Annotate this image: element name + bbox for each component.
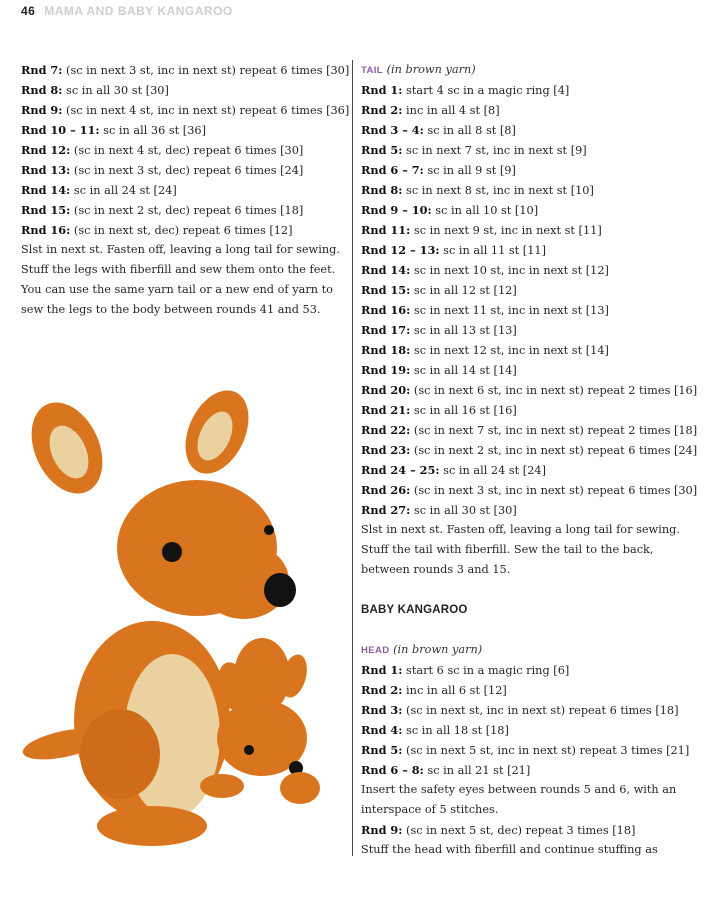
round-label: Rnd 5: [361, 143, 403, 157]
instruction-text: sc in all 24 st [24] [439, 464, 546, 477]
instruction-text: sc in next 12 st, inc in next st [14] [410, 344, 609, 357]
section-note: (in brown yarn) [389, 643, 483, 656]
round-label: Rnd 24 – 25: [361, 463, 440, 477]
instruction-text: Slst in next st. Fasten off, leaving a long tail for sewing. [361, 523, 680, 536]
instruction-text: sc in all 21 st [21] [423, 764, 531, 777]
instruction-text: sc in all 36 st [36] [99, 124, 206, 137]
round-label: Rnd 16: [361, 303, 411, 317]
instruction-line [361, 140, 701, 160]
head-heading [361, 640, 701, 660]
instruction-line [21, 140, 347, 160]
instruction-text: sc in all 16 st [16] [410, 404, 517, 417]
round-label: Rnd 20: [361, 383, 411, 397]
mama-kangaroo [18, 380, 296, 846]
round-label: Rnd 7: [21, 63, 63, 77]
instruction-text: sc in all 12 st [12] [410, 284, 517, 297]
instruction-line [361, 100, 701, 120]
instruction-text: sc in next 11 st, inc in next st [13] [410, 304, 609, 317]
instruction-line [361, 680, 701, 700]
kangaroo-photo [12, 376, 342, 862]
instruction-line [361, 820, 701, 840]
instruction-line [361, 400, 701, 420]
instruction-line [361, 380, 701, 400]
instruction-line [361, 500, 701, 520]
instruction-line [361, 200, 701, 220]
instruction-line [361, 220, 701, 240]
instruction-text: sc in next 9 st, inc in next st [11] [410, 224, 602, 237]
instruction-line [361, 160, 701, 180]
instruction-text: Stuff the tail with fiberfill. Sew the tail to the back, [361, 543, 654, 556]
instruction-text: (sc in next 4 st, dec) repeat 6 times [30] [70, 144, 304, 157]
instruction-line [21, 200, 347, 220]
instruction-text: (sc in next st, dec) repeat 6 times [12] [70, 224, 293, 237]
section-label: HEAD [361, 645, 390, 656]
instruction-line [361, 520, 701, 540]
instruction-text: sc in all 9 st [9] [423, 164, 516, 177]
round-label: Rnd 9: [361, 823, 403, 837]
round-label: Rnd 26: [361, 483, 411, 497]
right-column [361, 60, 701, 860]
eye [244, 745, 254, 755]
running-title: MAMA AND BABY KANGAROO [44, 4, 233, 18]
instruction-line [21, 80, 347, 100]
instruction-line [361, 720, 701, 740]
section-label: TAIL [361, 65, 384, 76]
round-label: Rnd 2: [361, 683, 403, 697]
round-label: Rnd 9: [21, 103, 63, 117]
nose [264, 573, 296, 607]
round-label: Rnd 6 – 7: [361, 163, 424, 177]
instruction-line [21, 160, 347, 180]
instruction-text: You can use the same yarn tail or a new end of yarn to [21, 283, 333, 296]
round-label: Rnd 23: [361, 443, 411, 457]
instruction-line [21, 220, 347, 240]
instruction-line [21, 280, 347, 300]
instruction-text: sew the legs to the body between rounds 41 and 53. [21, 303, 321, 316]
instruction-line [361, 800, 701, 820]
left-column [21, 60, 350, 320]
head-instructions [361, 660, 701, 860]
round-label: Rnd 27: [361, 503, 411, 517]
round-label: Rnd 22: [361, 423, 411, 437]
round-label: Rnd 15: [21, 203, 71, 217]
instruction-line [361, 780, 701, 800]
instruction-line [21, 240, 347, 260]
instruction-line [361, 740, 701, 760]
page-number: 46 [21, 4, 36, 18]
instruction-text: sc in all 18 st [18] [402, 724, 509, 737]
round-label: Rnd 6 – 8: [361, 763, 424, 777]
instruction-text: sc in all 10 st [10] [431, 204, 539, 217]
round-label: Rnd 8: [361, 183, 403, 197]
instruction-line [21, 300, 347, 320]
eye [162, 542, 182, 562]
instruction-text: sc in next 7 st, inc in next st [9] [402, 144, 587, 157]
column-divider [352, 60, 353, 856]
round-label: Rnd 14: [21, 183, 71, 197]
paw [200, 774, 244, 798]
round-label: Rnd 1: [361, 83, 403, 97]
instruction-line [21, 60, 350, 80]
baby-kangaroo-heading: BABY KANGAROO [361, 604, 468, 616]
foot [97, 806, 207, 846]
instruction-line [361, 460, 701, 480]
instruction-line [361, 660, 701, 680]
instruction-line [361, 840, 701, 860]
round-label: Rnd 2: [361, 103, 403, 117]
instruction-line [21, 180, 347, 200]
instruction-line [361, 320, 701, 340]
instruction-text: sc in next 10 st, inc in next st [12] [410, 264, 609, 277]
round-label: Rnd 3 – 4: [361, 123, 424, 137]
tail-heading [361, 60, 701, 80]
instruction-line [361, 120, 701, 140]
round-label: Rnd 8: [21, 83, 63, 97]
instruction-text: sc in all 13 st [13] [410, 324, 517, 337]
round-label: Rnd 1: [361, 663, 403, 677]
instruction-text: (sc in next 3 st, dec) repeat 6 times [24] [70, 164, 304, 177]
instruction-text: Insert the safety eyes between rounds 5 and 6, with an [361, 783, 677, 796]
instruction-text: sc in all 24 st [24] [70, 184, 177, 197]
round-label: Rnd 15: [361, 283, 411, 297]
round-label: Rnd 19: [361, 363, 411, 377]
instruction-text: (sc in next 5 st, inc in next st) repeat 3 times [21] [402, 744, 690, 757]
instruction-text: (sc in next 6 st, inc in next st) repeat 2 times [16] [410, 384, 698, 397]
instruction-line [361, 340, 701, 360]
instruction-line [361, 420, 701, 440]
instruction-line [361, 280, 701, 300]
round-label: Rnd 11: [361, 223, 411, 237]
instruction-text: (sc in next 2 st, inc in next st) repeat 6 times [24] [410, 444, 698, 457]
instruction-text: start 6 sc in a magic ring [6] [402, 664, 570, 677]
spacer [361, 620, 701, 640]
round-label: Rnd 16: [21, 223, 71, 237]
instruction-text: sc in all 30 st [30] [62, 84, 169, 97]
instruction-text: between rounds 3 and 15. [361, 563, 511, 576]
round-label: Rnd 12: [21, 143, 71, 157]
instruction-text: (sc in next 4 st, inc in next st) repeat 6 times [36] [62, 104, 350, 117]
round-label: Rnd 17: [361, 323, 411, 337]
instruction-text: sc in all 30 st [30] [410, 504, 517, 517]
round-label: Rnd 18: [361, 343, 411, 357]
round-label: Rnd 10 – 11: [21, 123, 100, 137]
instruction-line [361, 480, 701, 500]
instruction-line [361, 440, 701, 460]
instruction-line [361, 360, 701, 380]
instruction-text: sc in all 11 st [11] [439, 244, 546, 257]
round-label: Rnd 9 – 10: [361, 203, 432, 217]
round-label: Rnd 21: [361, 403, 411, 417]
instruction-text: Slst in next st. Fasten off, leaving a long tail for sewing. [21, 243, 340, 256]
page-header [21, 4, 233, 22]
instruction-text: (sc in next 5 st, dec) repeat 3 times [18] [402, 824, 636, 837]
round-label: Rnd 14: [361, 263, 411, 277]
instruction-line [361, 540, 701, 560]
round-label: Rnd 13: [21, 163, 71, 177]
instruction-text: start 4 sc in a magic ring [4] [402, 84, 570, 97]
round-label: Rnd 3: [361, 703, 403, 717]
round-label: Rnd 12 – 13: [361, 243, 440, 257]
instruction-text: (sc in next 7 st, inc in next st) repeat 2 times [18] [410, 424, 698, 437]
instruction-line [361, 700, 701, 720]
instruction-line [21, 100, 350, 120]
instruction-text: inc in all 4 st [8] [402, 104, 500, 117]
instruction-text: Stuff the legs with fiberfill and sew them onto the feet. [21, 263, 336, 276]
instruction-line [21, 120, 347, 140]
paw [280, 772, 320, 804]
instruction-text: interspace of 5 stitches. [361, 803, 499, 816]
instruction-text: (sc in next st, inc in next st) repeat 6 times [18] [402, 704, 679, 717]
instruction-text: Stuff the head with fiberfill and continue stuffing as [361, 843, 658, 856]
leg [80, 709, 160, 799]
round-label: Rnd 4: [361, 723, 403, 737]
instruction-text: sc in all 14 st [14] [410, 364, 517, 377]
section-note: (in brown yarn) [383, 63, 476, 76]
instruction-line [361, 300, 701, 320]
instruction-text: sc in next 8 st, inc in next st [10] [402, 184, 594, 197]
instruction-text: inc in all 6 st [12] [402, 684, 507, 697]
round-label: Rnd 5: [361, 743, 403, 757]
instruction-line [21, 260, 347, 280]
instruction-line [361, 80, 701, 100]
spacer [361, 580, 701, 600]
instruction-line [361, 260, 701, 280]
instruction-text: sc in all 8 st [8] [423, 124, 516, 137]
instruction-text: (sc in next 3 st, inc in next st) repeat 6 times [30] [410, 484, 698, 497]
instruction-text: (sc in next 2 st, dec) repeat 6 times [18] [70, 204, 304, 217]
instruction-line [361, 760, 701, 780]
instruction-line [361, 180, 701, 200]
instruction-text: (sc in next 3 st, inc in next st) repeat 6 times [30] [62, 64, 350, 77]
eye [264, 525, 274, 535]
instruction-line [361, 560, 701, 580]
tail-instructions [361, 80, 701, 580]
instruction-line [361, 240, 701, 260]
